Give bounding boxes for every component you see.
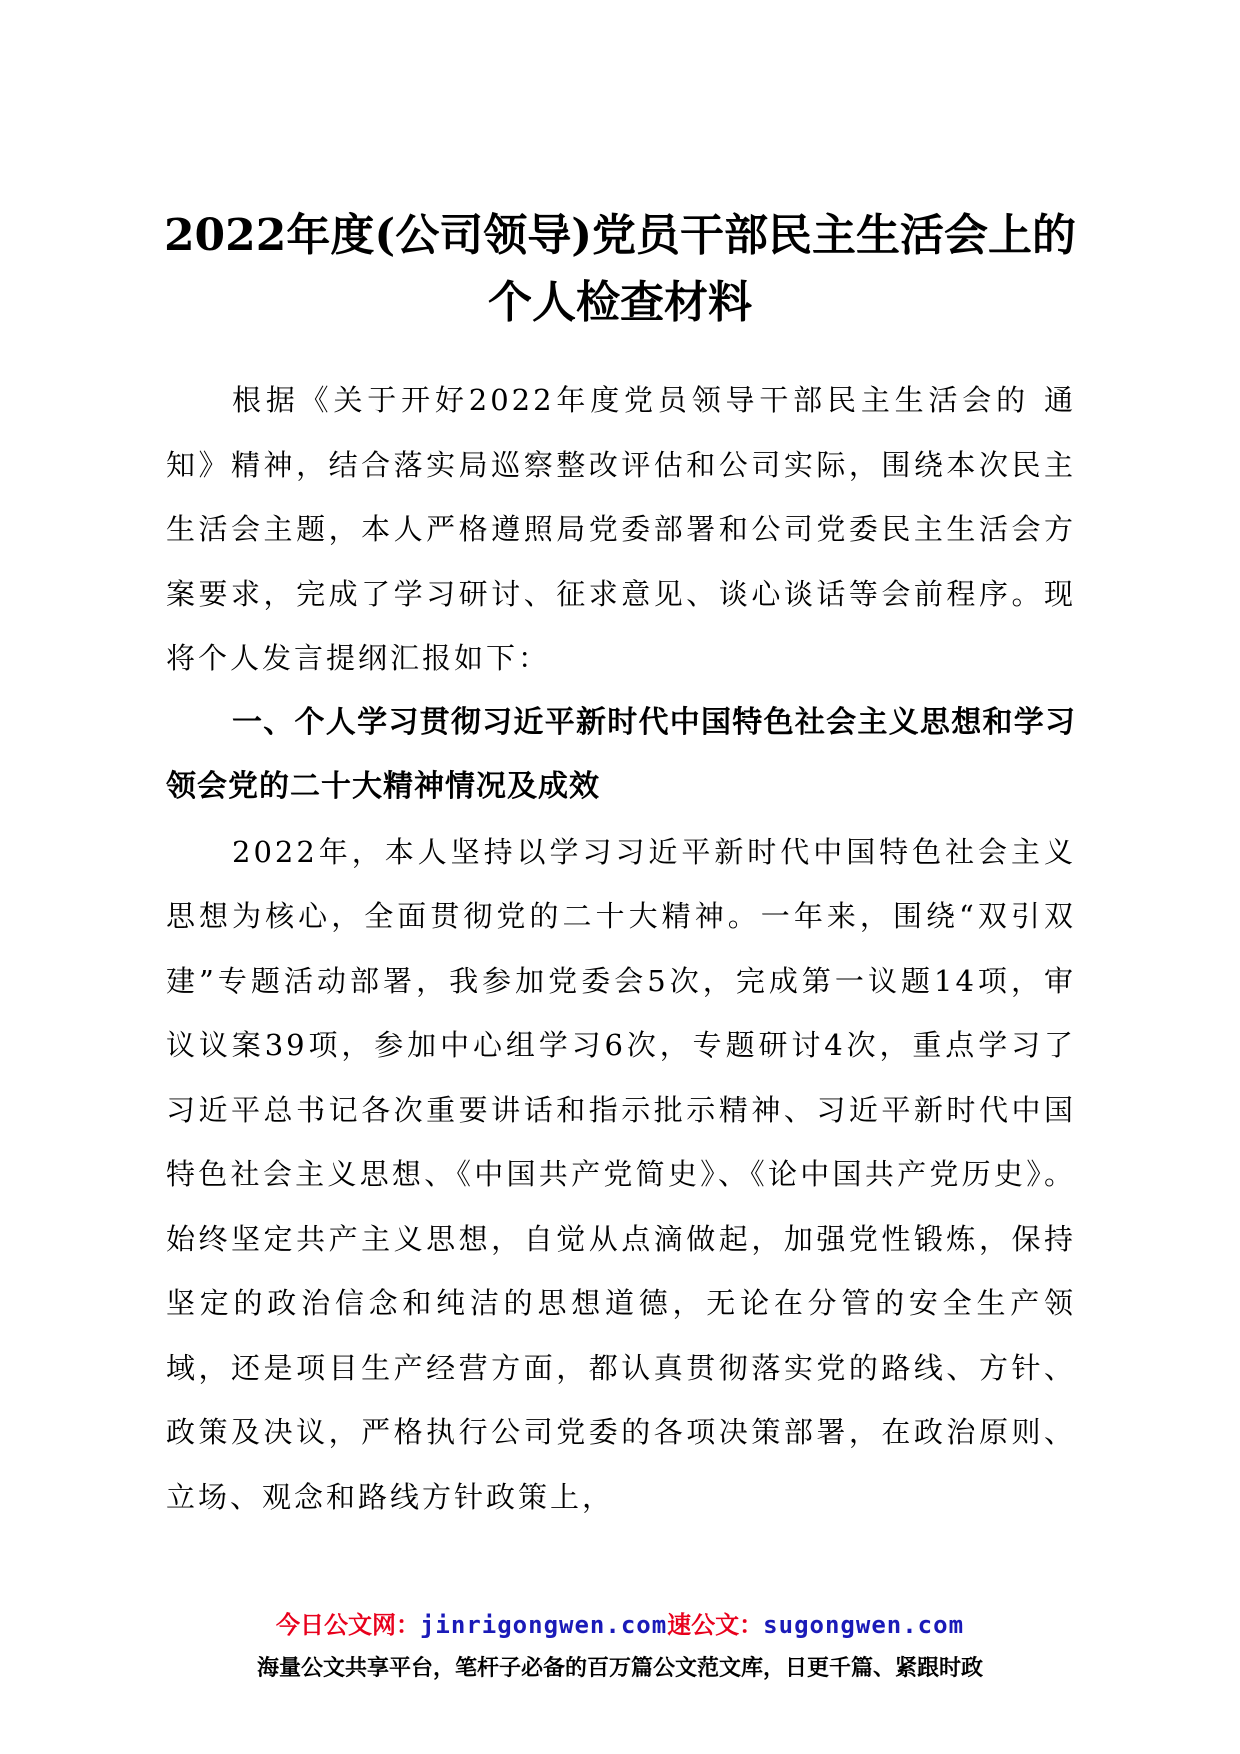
section-heading-1: 一、个人学习贯彻习近平新时代中国特色社会主义思想和学习领会党的二十大精神情况及成效 xyxy=(166,704,1076,804)
footer-site1-label: 今日公文网： xyxy=(275,1611,420,1639)
document-body xyxy=(166,368,1076,1529)
paragraph-section1: 2022年，本人坚持以学习习近平新时代中国特色社会主义思想为核心，全面贯彻党的二十大精神。一年来，围绕“双引双建”专题活动部署，我参加党委会5次，完成第一议题14项，审议议案39项，参加中心组学习6次，专题研讨4次，重点学习了习近平总书记各次重要讲话和指示批示精神、习近平新时代中国特色社会主义思想、《中国共产党简史》、《论中国共产党历史》。始终坚定共产主义思想，自觉从点滴做起，加强党性锻炼，保持坚定的政治信念和纯洁的思想道德，无论在分管的安全生产领域，还是项目生产经营方面，都认真贯彻落实党的路线、方针、政策及决议，严格执行公司党委的各项决策部署，在政治原则、立场、观念和路线方针政策上， xyxy=(166,834,1076,1514)
paragraph-intro: 根据《关于开好2022年度党员领导干部民主生活会的 通知》精神，结合落实局巡察整改评估和公司实际，围绕本次民主生活会主题，本人严格遵照局党委部署和公司党委民主生活会方案要求，完成了学习研讨、征求意见、谈心谈话等会前程序。现将个人发言提纲汇报如下： xyxy=(166,383,1076,675)
footer-site-links xyxy=(0,1608,1240,1642)
document-title-line2: 个人检查材料 xyxy=(488,277,752,328)
footer-site1-link[interactable]: jinrigongwen.com xyxy=(419,1611,668,1639)
footer-site2-label: 速公文： xyxy=(667,1611,764,1639)
footer-tagline: 海量公文共享平台，笔杆子必备的百万篇公文范文库，日更千篇、紧跟时政 xyxy=(256,1656,983,1681)
footer-site2-link[interactable]: sugongwen.com xyxy=(763,1611,965,1639)
document-title-line1: 2022年度(公司领导)党员干部民主生活会上的 xyxy=(163,210,1077,261)
